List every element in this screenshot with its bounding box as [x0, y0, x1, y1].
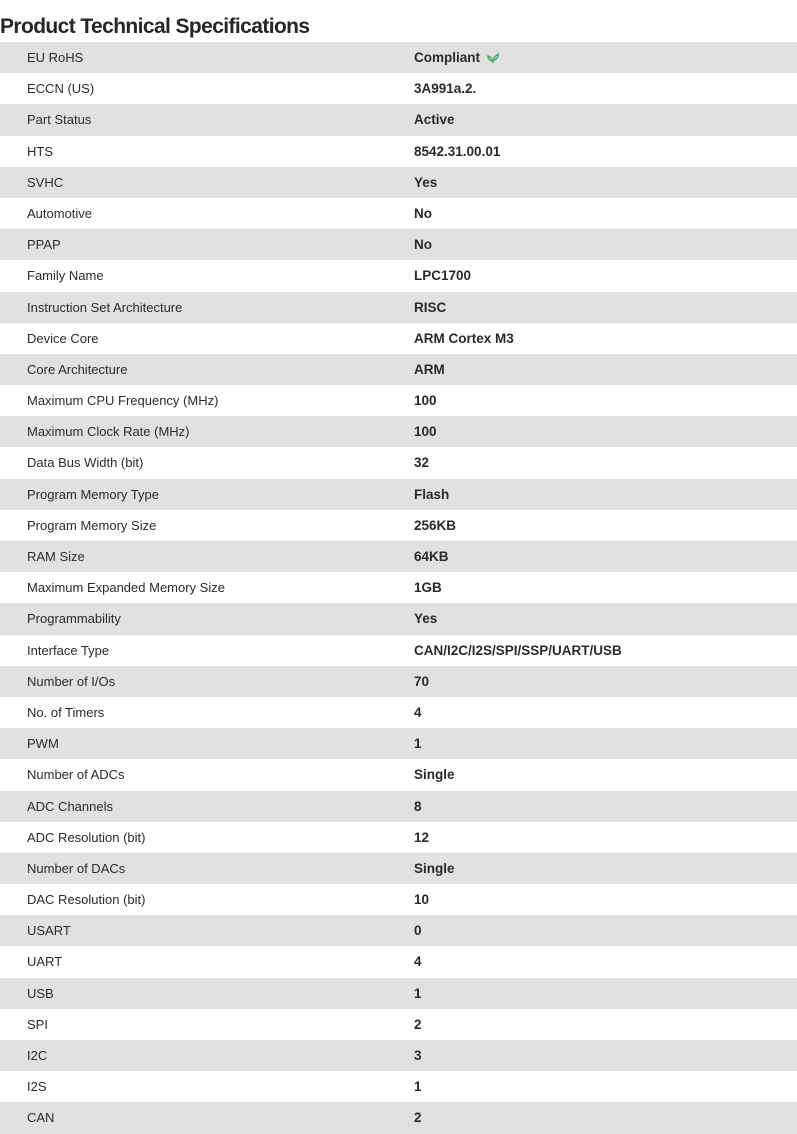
spec-label: CAN — [27, 1110, 55, 1126]
spec-label: Automotive — [27, 205, 93, 221]
spec-value — [414, 541, 449, 572]
spec-value-text: 0 — [414, 923, 422, 939]
spec-value-text: Active — [414, 112, 455, 128]
spec-value-text: 32 — [414, 455, 430, 471]
spec-value — [414, 1102, 422, 1133]
spec-label: Number of ADCs — [27, 767, 125, 783]
spec-row — [0, 697, 797, 728]
spec-label: Number of DACs — [27, 860, 126, 876]
spec-row — [0, 822, 797, 853]
spec-label: Instruction Set Architecture — [27, 299, 183, 315]
spec-label: I2C — [27, 1048, 48, 1063]
spec-value-text: 100 — [414, 393, 437, 409]
spec-row — [0, 946, 797, 977]
spec-label: UART — [27, 954, 63, 970]
spec-label: Number of I/Os — [27, 673, 116, 689]
spec-value-text: 10 — [414, 892, 430, 908]
spec-label: SVHC — [27, 174, 64, 190]
spec-row — [0, 884, 797, 915]
spec-value — [414, 791, 422, 822]
spec-value — [414, 1040, 422, 1071]
spec-value-text: 2 — [414, 1110, 422, 1126]
spec-value — [414, 697, 422, 728]
spec-value — [414, 759, 455, 790]
spec-row — [0, 1071, 797, 1102]
spec-value-text: 1 — [414, 985, 422, 1001]
spec-label: Part Status — [27, 112, 92, 128]
spec-label: Program Memory Size — [27, 517, 157, 533]
spec-value-text: RISC — [414, 299, 447, 315]
spec-row — [0, 510, 797, 541]
spec-row — [0, 572, 797, 603]
spec-row — [0, 416, 797, 447]
spec-value-text: 1 — [414, 1079, 422, 1095]
spec-value-text: 12 — [414, 829, 430, 845]
spec-value-text: Yes — [414, 611, 438, 627]
spec-row — [0, 323, 797, 354]
spec-label: SPI — [27, 1016, 48, 1032]
spec-value-text: No — [414, 205, 432, 221]
spec-value — [414, 1009, 422, 1040]
spec-value — [414, 728, 422, 759]
spec-row — [0, 292, 797, 323]
spec-value-text: ARM — [414, 361, 445, 377]
spec-row — [0, 260, 797, 291]
spec-value — [414, 822, 429, 853]
spec-value-text: Single — [414, 767, 455, 783]
spec-label: I2S — [27, 1079, 47, 1095]
spec-value — [414, 198, 432, 229]
spec-value-text: LPC1700 — [414, 268, 472, 284]
spec-value-text: Yes — [414, 174, 438, 190]
spec-value-text: 100 — [414, 424, 437, 440]
spec-value — [414, 510, 456, 541]
spec-value — [414, 104, 455, 135]
spec-row — [0, 915, 797, 946]
spec-value-text: 2 — [414, 1016, 422, 1032]
spec-value — [414, 323, 514, 354]
spec-row — [0, 603, 797, 634]
spec-value — [414, 1071, 422, 1102]
page-title: Product Technical Specifications — [0, 15, 310, 39]
spec-value — [414, 260, 471, 291]
spec-value — [414, 167, 437, 198]
spec-label: No. of Timers — [27, 704, 105, 720]
spec-label: ECCN (US) — [27, 81, 95, 97]
spec-label: Programmability — [27, 611, 121, 627]
spec-row — [0, 978, 797, 1009]
spec-row — [0, 1009, 797, 1040]
spec-label: USB — [27, 985, 54, 1001]
spec-row — [0, 385, 797, 416]
spec-row — [0, 479, 797, 510]
spec-row — [0, 73, 797, 104]
spec-value — [414, 666, 429, 697]
spec-value-text: 1 — [414, 736, 422, 752]
spec-value — [414, 853, 455, 884]
spec-value-text: 64KB — [414, 549, 449, 564]
spec-value-text: 8542.31.00.01 — [414, 143, 501, 159]
spec-value-text: Single — [414, 860, 455, 876]
spec-value — [414, 416, 437, 447]
spec-row — [0, 853, 797, 884]
spec-value-text: 4 — [414, 704, 422, 720]
spec-label: Maximum CPU Frequency (MHz) — [27, 393, 219, 409]
spec-row — [0, 1040, 797, 1071]
spec-value — [414, 884, 429, 915]
spec-row — [0, 791, 797, 822]
spec-value — [414, 292, 446, 323]
spec-label: Interface Type — [27, 642, 110, 658]
spec-value-text: No — [414, 237, 432, 253]
spec-value-text: 8 — [414, 798, 422, 814]
spec-row — [0, 354, 797, 385]
spec-value-text: 70 — [414, 673, 430, 689]
spec-label: Data Bus Width (bit) — [27, 455, 144, 471]
spec-value — [414, 479, 449, 510]
spec-value-text: 3 — [414, 1048, 422, 1063]
spec-value — [414, 572, 442, 603]
spec-row — [0, 229, 797, 260]
spec-table — [0, 42, 797, 1134]
spec-label: Program Memory Type — [27, 486, 159, 502]
spec-value-text: ARM Cortex M3 — [414, 330, 514, 346]
spec-row — [0, 104, 797, 135]
spec-value-text: 3A991a.2. — [414, 81, 477, 97]
spec-label: DAC Resolution (bit) — [27, 892, 146, 908]
spec-value — [414, 447, 429, 478]
spec-label: Maximum Clock Rate (MHz) — [27, 424, 190, 440]
spec-label: RAM Size — [27, 549, 85, 564]
spec-label: USART — [27, 923, 71, 939]
spec-label: HTS — [27, 143, 53, 159]
spec-row — [0, 666, 797, 697]
spec-label: ADC Resolution (bit) — [27, 829, 146, 845]
spec-value — [414, 229, 432, 260]
spec-value — [414, 978, 422, 1009]
spec-value — [414, 73, 476, 104]
spec-value — [414, 603, 437, 634]
spec-label: ADC Channels — [27, 798, 113, 814]
spec-row — [0, 635, 797, 666]
spec-label: Core Architecture — [27, 361, 128, 377]
spec-row — [0, 167, 797, 198]
spec-row — [0, 136, 797, 167]
spec-value-text: 256KB — [414, 517, 457, 533]
spec-label: Family Name — [27, 268, 104, 284]
spec-label: Maximum Expanded Memory Size — [27, 580, 225, 596]
spec-row — [0, 447, 797, 478]
spec-value — [414, 42, 500, 73]
spec-value — [414, 385, 437, 416]
spec-row — [0, 759, 797, 790]
spec-value-text: 4 — [414, 954, 422, 970]
spec-value — [414, 354, 445, 385]
spec-label: PWM — [27, 736, 59, 752]
spec-row — [0, 42, 797, 73]
spec-value — [414, 635, 622, 666]
spec-value — [414, 946, 422, 977]
spec-value — [414, 136, 500, 167]
spec-value-text: 1GB — [414, 580, 442, 596]
leaf-icon — [486, 52, 500, 64]
spec-value-text: Flash — [414, 486, 450, 502]
spec-row — [0, 728, 797, 759]
spec-value — [414, 915, 422, 946]
spec-label: PPAP — [27, 237, 61, 253]
spec-row — [0, 198, 797, 229]
spec-row — [0, 1102, 797, 1133]
spec-label: Device Core — [27, 330, 99, 346]
spec-row — [0, 541, 797, 572]
spec-value-text: CAN/I2C/I2S/SPI/SSP/UART/USB — [414, 642, 622, 658]
spec-value-text: Compliant — [414, 50, 480, 65]
spec-label: EU RoHS — [27, 50, 84, 65]
